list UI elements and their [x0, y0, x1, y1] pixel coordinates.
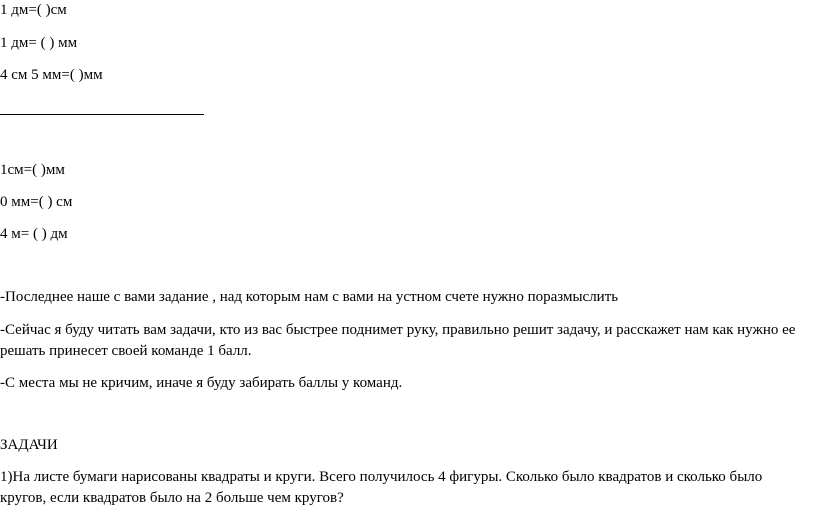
conversion-line-dm-cm: 1 дм=( )см — [0, 2, 67, 18]
conversion-line-cm-mm-to-mm: 4 см 5 мм=( )мм — [0, 67, 103, 83]
instruction-paragraph-1: -Последнее наше с вами задание , над которым нам с вами на устном счете нужно поразмыслить — [0, 289, 619, 305]
tasks-heading: ЗАДАЧИ — [0, 437, 58, 453]
separator-line — [0, 114, 204, 115]
conversion-line-cm-mm: 1см=( )мм — [0, 162, 65, 178]
conversion-line-m-dm: 4 м= ( ) дм — [0, 226, 68, 242]
task-paragraph-1: 1)На листе бумаги нарисованы квадраты и круги. Всего получилось 4 фигуры. Сколько было квадратов и сколько было кругов, если квадратов было на 2 больше чем кругов? — [0, 469, 763, 506]
instruction-paragraph-2: -Сейчас я буду читать вам задачи, кто из вас быстрее поднимет руку, правильно решит задачу, и расскажет нам как нужно ее решать принесет своей команде 1 балл. — [0, 322, 796, 359]
conversion-line-dm-mm: 1 дм= ( ) мм — [0, 35, 78, 51]
conversion-line-mm-cm: 0 мм=( ) см — [0, 194, 73, 210]
instruction-paragraph-3: -С места мы не кричим, иначе я буду забирать баллы у команд. — [0, 375, 403, 391]
